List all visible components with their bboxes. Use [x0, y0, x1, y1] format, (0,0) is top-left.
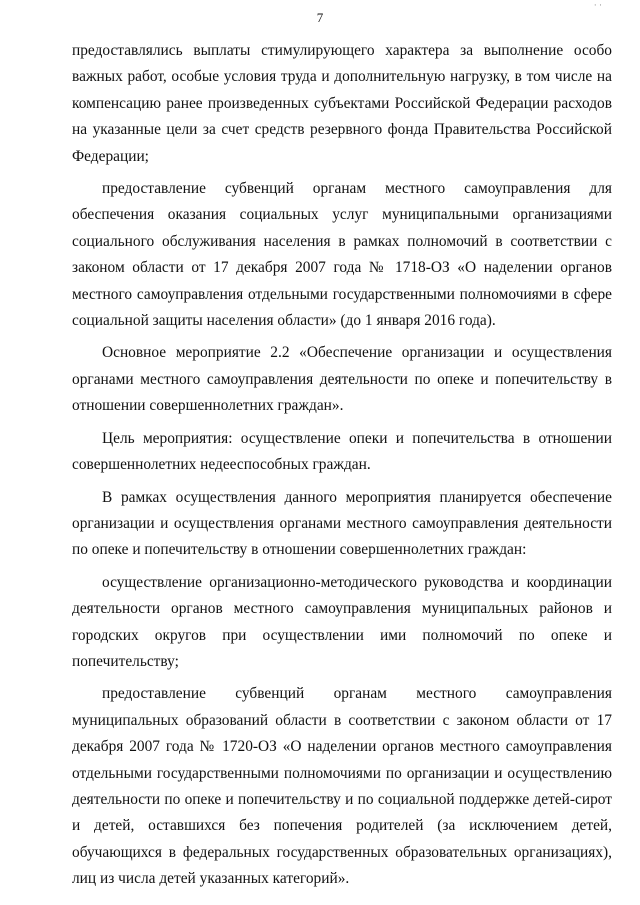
- paragraph-5: В рамках осуществления данного мероприятия планируется обеспечение организации и осуществления органами местного самоуправления деятельности по опеке и попечительству в отношении совершеннолетних граждан:: [72, 488, 612, 559]
- paragraph-2: предоставление субвенций органам местного самоуправления для обеспечения оказания социальных услуг муниципальными организациями социального обслуживания населения в рамках полномочий в соответствии с законом области от 17 декабря 2007 года № 1718-ОЗ «О наделении органов местного самоуправления отдельными государственными полномочиями в сфере социальной защиты населения области» (до 1 января 2016 года).: [72, 180, 612, 330]
- paragraph-7: предоставление субвенций органам местного самоуправления муниципальных образований области в соответствии с законом области от 17 декабря 2007 года № 1720-ОЗ «О наделении органов местного самоуправления отдельными государственными полномочиями по организации и осуществлению деятельности по опеке и попечительству и по социальной поддержке детей-сирот и детей, оставшихся без попечения родителей (за исключением детей, обучающихся в федеральных государственных образовательных организациях), лиц из числа детей указанных категорий».: [72, 685, 612, 888]
- corner-mark: · ·: [593, 0, 602, 10]
- paragraph-3: Основное мероприятие 2.2 «Обеспечение организации и осуществления органами местного самоуправления деятельности по опеке и попечительству в отношении совершеннолетних граждан».: [72, 344, 612, 415]
- paragraph-1: предоставлялись выплаты стимулирующего характера за выполнение особо важных работ, особые условия труда и дополнительную нагрузку, в том числе на компенсацию ранее произведенных субъектами Российской Федерации расходов на указанные цели за счет средств резервного фонда Правительства Российской Федерации;: [72, 42, 612, 165]
- paragraph-6: осуществление организационно-методического руководства и координации деятельности органов местного самоуправления муниципальных районов и городских округов при осуществлении ими полномочий по опеке и попечительству;: [72, 573, 612, 670]
- page-number: 7: [316, 10, 324, 25]
- paragraph-4: Цель мероприятия: осуществление опеки и попечительства в отношении совершеннолетних недееспособных граждан.: [72, 429, 612, 474]
- document-body: [72, 38, 612, 899]
